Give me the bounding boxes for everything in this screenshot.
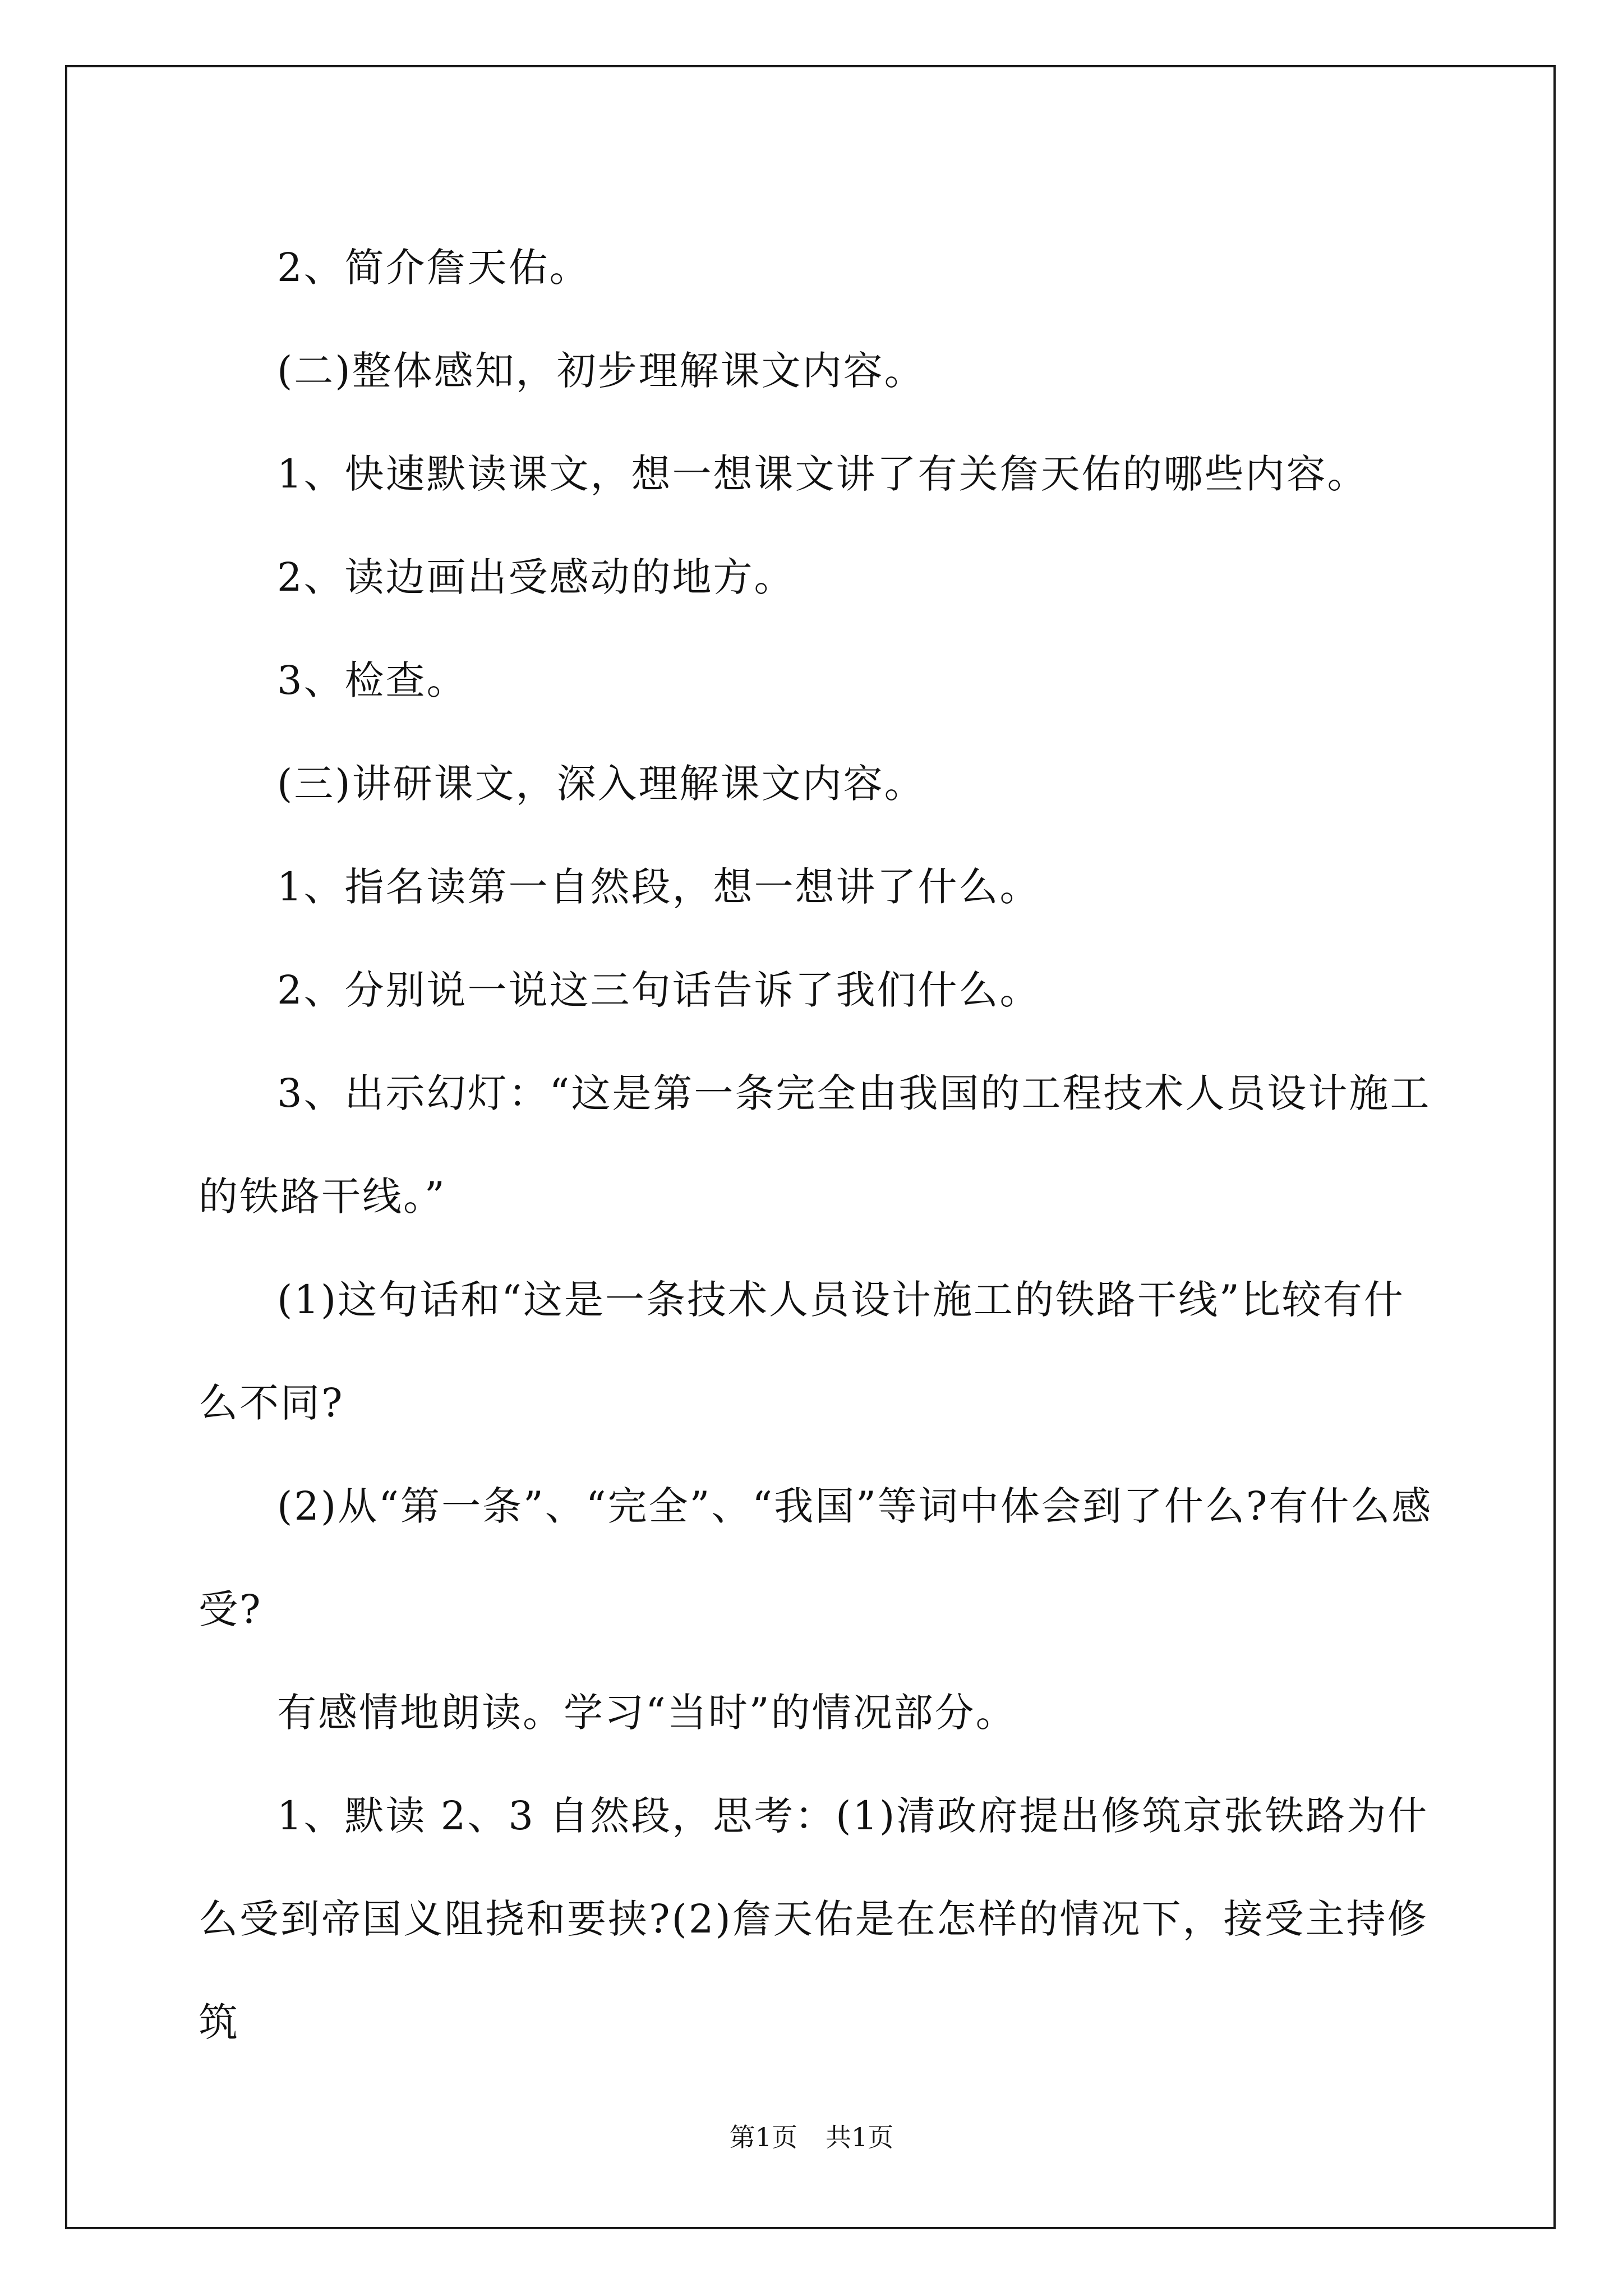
paragraph-10: (1)这句话和“这是一条技术人员设计施工的铁路干线”比较有什么不同?: [199, 1277, 1405, 1426]
paragraph-8: 2、分别说一说这三句话告诉了我们什么。: [277, 967, 1041, 1013]
paragraph-1: 2、简介詹天佑。: [277, 245, 591, 291]
paragraph-11: (2)从“第一条”、“完全”、“我国”等词中体会到了什么?有什么感受?: [199, 1483, 1433, 1632]
page-total: 共1页: [826, 2122, 894, 2152]
page-number: 第1页: [729, 2122, 797, 2152]
paragraph-12: 有感情地朗读。学习“当时”的情况部分。: [277, 1690, 1017, 1736]
page-footer: [0, 2120, 1623, 2154]
paragraph-9: 3、出示幻灯：“这是第一条完全由我国的工程技术人员设计施工的铁路干线。”: [199, 1070, 1431, 1220]
paragraph-5: 3、检查。: [277, 657, 468, 703]
paragraph-13: 1、默读 2、3 自然段，思考：(1)清政府提出修筑京张铁路为什么受到帝国义阻挠和要挟?(2)詹天佑是在怎样的情况下，接受主持修筑: [199, 1793, 1429, 2045]
document-body: [199, 216, 1436, 2074]
paragraph-7: 1、指名读第一自然段，想一想讲了什么。: [277, 864, 1041, 910]
paragraph-4: 2、读边画出受感动的地方。: [277, 554, 795, 600]
paragraph-3: 1、快速默读课文，想一想课文讲了有关詹天佑的哪些内容。: [277, 451, 1368, 497]
paragraph-6: (三)讲研课文，深入理解课文内容。: [277, 761, 925, 807]
paragraph-2: (二)整体感知，初步理解课文内容。: [277, 348, 925, 394]
